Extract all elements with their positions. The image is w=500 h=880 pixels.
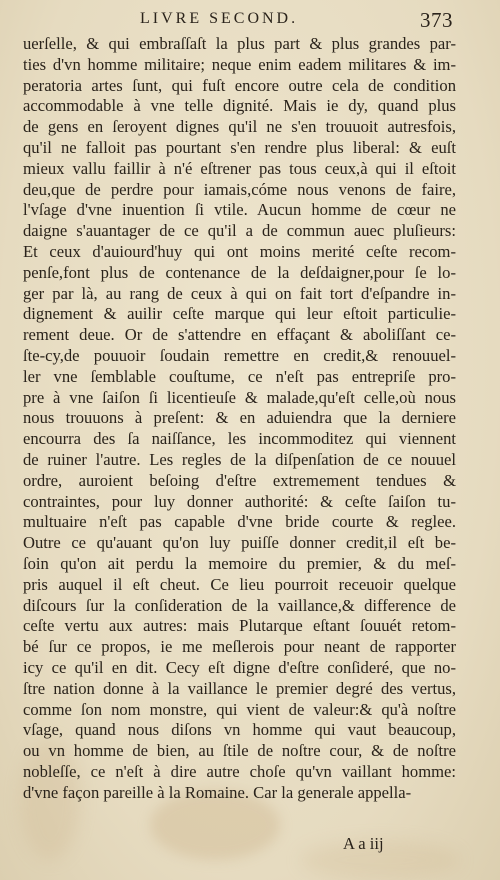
text-line: multuaire n'eſt pas capable d'vne bride courte & reglee. <box>23 512 456 532</box>
text-line: deu,que de perdre pour iamais,cóme nous venons de faire, <box>23 179 456 199</box>
text-line: Outre ce qu'auant qu'on luy puiſſe donner credit,il eſt be- <box>23 533 456 553</box>
body-text <box>23 34 456 803</box>
text-line: ſtre nation donne à la vaillance le premier degré des vertus, <box>23 678 456 698</box>
text-line: ſoin qu'on ait perdu la memoire du premier, & du meſ- <box>23 553 456 573</box>
text-line: diſcours ſur la conſideration de la vaillance,& difference de <box>23 595 456 615</box>
text-line: comme ſon nom monstre, qui vient de valeur:& qu'à noſtre <box>23 699 456 719</box>
text-line: nobleſſe, ce n'eſt à dire autre choſe qu'vn vaillant homme: <box>23 761 456 781</box>
page-header <box>0 8 500 34</box>
text-line: ties d'vn homme militaire; neque enim eadem militares & im- <box>23 54 456 74</box>
text-line: dignement & auilir ceſte marque qui leur eſtoit particulie- <box>23 304 456 324</box>
text-line: contraintes, pour luy donner authorité: & ceſte ſaiſon tu- <box>23 491 456 511</box>
text-line: qu'il ne falloit pas pourtant s'en rendre plus liberal: & euſt <box>23 137 456 157</box>
text-line: ou vn homme de bien, au ſtile de noſtre cour, & de noſtre <box>23 741 456 761</box>
text-line: ger par là, au rang de ceux à qui on fait tort d'eſpandre in- <box>23 283 456 303</box>
text-line: encourra des ſa naiſſance, les incommoditez qui viennent <box>23 429 456 449</box>
text-line: rement deue. Or de s'attendre en effaçant & aboliſſant ce- <box>23 325 456 345</box>
text-line: ordre, auroient beſoing d'eſtre extremement tendues & <box>23 470 456 490</box>
text-line: de gens en ſeroyent dignes qu'il ne s'en trouuoit autresfois, <box>23 117 456 137</box>
text-line: d'vne façon pareille à la Romaine. Car la generale appella- <box>23 782 412 802</box>
text-line: penſe,font plus de contenance de la deſdaigner,pour ſe lo- <box>23 262 456 282</box>
text-line: vſage, quand nous diſons vn homme qui vaut beaucoup, <box>23 720 456 740</box>
text-line: l'vſage d'vne inuention ſi vtile. Aucun homme de cœur ne <box>23 200 456 220</box>
text-line: pris auquel il eſt cheut. Ce lieu pourroit receuoir quelque <box>23 574 456 594</box>
text-line: mieux vallu faillir à n'é eſtrener pas tous ceux,à qui il eſtoit <box>23 158 456 178</box>
text-line: de ruiner l'autre. Les regles de la diſpenſation de ce nouuel <box>23 449 456 469</box>
text-line: peratoria artes ſunt, qui fuſt encore outre cela de condition <box>23 75 456 95</box>
text-line: accommodable à vne telle dignité. Mais ie dy, quand plus <box>23 96 456 116</box>
text-line: ſte-cy,de pouuoir ſoudain remettre en credit,& renouuel- <box>23 345 456 365</box>
text-line: icy ce qu'il en dit. Cecy eſt digne d'eſtre conſideré, que no- <box>23 657 456 677</box>
text-line: ler vne ſemblable couſtume, ce n'eſt pas entrepriſe pro- <box>23 366 456 386</box>
text-line: Et ceux d'auiourd'huy qui ont moins merité ceſte recom- <box>23 241 456 261</box>
text-line: bé ſur ce propos, ie me meſlerois pour neant de rapporter <box>23 637 456 657</box>
text-line: daigne s'auantager de ce qu'il a de commun auec pluſieurs: <box>23 221 456 241</box>
text-line: pre à vne ſaiſon ſi licentieuſe & malade,qu'eſt celle,où nous <box>23 387 456 407</box>
signature-mark: A a iij <box>343 834 384 853</box>
running-head: LIVRE SECOND. <box>140 10 299 27</box>
text-line: ceſte vertu aux autres: mais Plutarque eſtant ſouuét retom- <box>23 616 456 636</box>
text-line: uerſelle, & qui embraſſaſt la plus part & plus grandes par- <box>23 34 456 53</box>
text-line: nous trouuons à preſent: & en aduiendra que la derniere <box>23 408 456 428</box>
page-number: 373 <box>420 8 453 32</box>
